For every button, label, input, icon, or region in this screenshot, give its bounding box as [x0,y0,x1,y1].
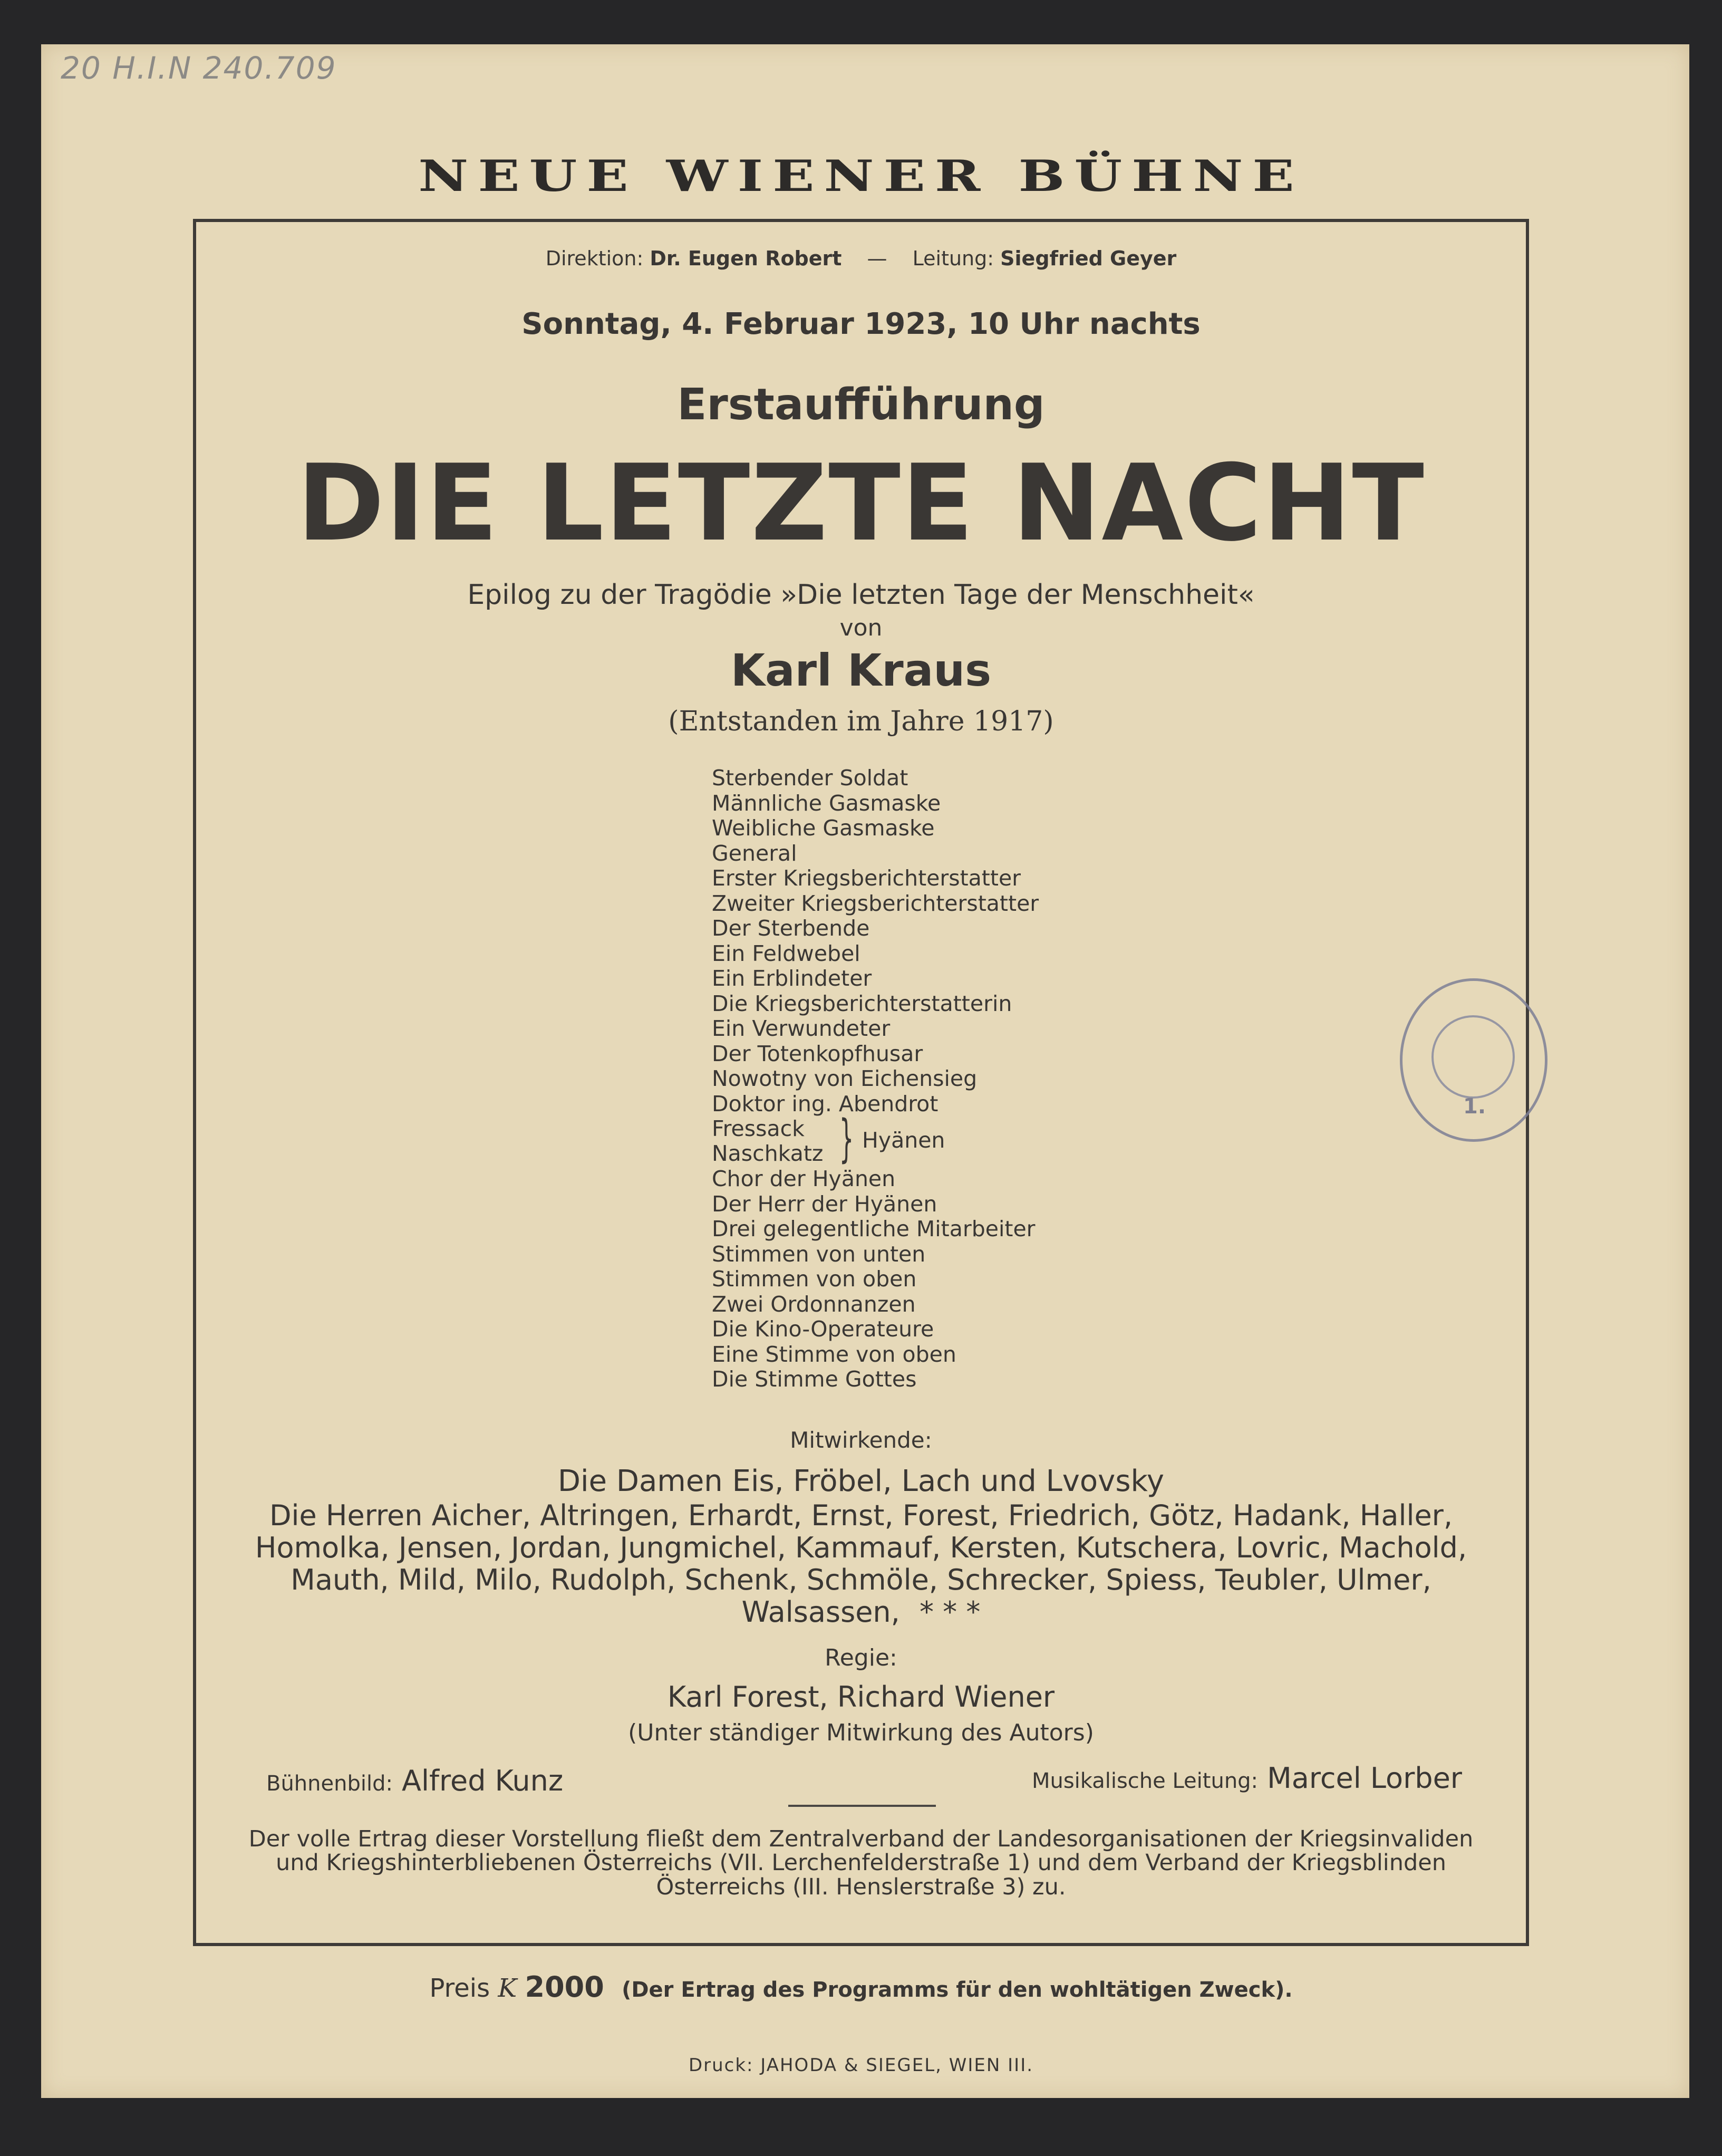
cast-item: Zweiter Kriegsberichterstatter [712,890,1039,916]
buehnenbild-credit [266,1764,563,1797]
cast-item: Der Totenkopfhusar [712,1041,923,1066]
herren-line-final [0,1595,1722,1629]
direktion-label: Direktion: [545,247,644,270]
asterisks: * * * [919,1595,981,1629]
play-title: DIE LETZTE NACHT [297,442,1425,565]
ertrag-line: und Kriegshinterbliebenen Österreichs (VII. Lerchenfelderstraße 1) und dem Verband der Kriegsblinden [275,1850,1447,1876]
musik-credit [1032,1762,1462,1795]
cast-item: General [712,840,797,866]
direction-line [0,247,1722,270]
damen-line: Die Damen Eis, Fröbel, Lach und Lvovsky [557,1464,1165,1498]
herren-line: Walsassen, [741,1595,900,1629]
buehnenbild-name: Alfred Kunz [402,1764,564,1797]
theater-name: NEUE WIENER BÜHNE [418,150,1304,201]
cast-item: Ein Feldwebel [712,940,860,966]
stamp-number: 1. [1463,1094,1486,1119]
hyaenen-group [712,1109,1039,1168]
cast-item: Sterbender Soldat [712,765,908,791]
cast-item: Zwei Ordonnanzen [712,1291,916,1317]
price-currency: K [498,1974,517,2003]
separator-dash: — [867,247,887,270]
cast-item: Nowotny von Eichensieg [712,1066,978,1091]
musik-label: Musikalische Leitung: [1031,1769,1259,1793]
cast-item: Stimmen von oben [712,1266,917,1292]
cast-item: Der Herr der Hyänen [712,1191,937,1217]
price-label: Preis [429,1974,490,2003]
herren-line: Die Herren Aicher, Altringen, Erhardt, Ernst, Forest, Friedrich, Götz, Hadank, Haller, [269,1499,1453,1532]
author-name: Karl Kraus [730,644,992,696]
cast-item: Die Kino-Operateure [712,1316,934,1342]
cast-item: Der Sterbende [712,916,870,941]
buehnenbild-label: Bühnenbild: [266,1772,393,1796]
herren-line: Homolka, Jensen, Jordan, Jungmichel, Kammauf, Kersten, Kutschera, Lovric, Machold, [255,1531,1467,1564]
cast-item: Chor der Hyänen [712,1166,896,1191]
cast-item: Stimmen von unten [712,1241,926,1267]
ertrag-line: Der volle Ertrag dieser Vorstellung fließt dem Zentralverband der Landesorganisationen der Kriegsinvaliden [248,1826,1474,1852]
cast-item: Die Stimme Gottes [712,1366,917,1392]
archive-signature: 20 H.I.N 240.709 [61,50,337,86]
divider-rule [788,1805,936,1807]
library-stamp [1400,978,1547,1142]
musik-name: Marcel Lorber [1267,1762,1462,1795]
play-subtitle: Epilog zu der Tragödie »Die letzten Tage der Menschheit« [467,579,1255,611]
occasion-heading: Erstaufführung [677,380,1045,430]
regie-label: Regie: [825,1644,897,1671]
cast-item: Naschkatz [712,1141,824,1166]
cast-item: Doktor ing. Abendrot [712,1091,939,1116]
herren-line: Mauth, Mild, Milo, Rudolph, Schenk, Schmöle, Schrecker, Spiess, Teubler, Ulmer, [291,1563,1431,1596]
leitung-name: Siegfried Geyer [1000,247,1177,270]
performance-date: Sonntag, 4. Februar 1923, 10 Uhr nachts [521,307,1201,341]
cast-item: Ein Verwundeter [712,1016,891,1041]
regie-names: Karl Forest, Richard Wiener [667,1680,1055,1714]
cast-item: Ein Erblindeter [712,966,872,991]
price-line [0,1970,1722,2004]
price-note: (Der Ertrag des Programms für den wohltätigen Zweck). [622,1978,1293,2002]
price-value: 2000 [525,1970,604,2004]
cast-item: Drei gelegentliche Mitarbeiter [712,1216,1036,1241]
cast-item: Die Kriegsberichterstatterin [712,990,1012,1016]
leitung-label: Leitung: [912,247,994,270]
cast-item: Eine Stimme von oben [712,1341,956,1367]
direktion-name: Dr. Eugen Robert [650,247,842,270]
cast-item: Erster Kriegsberichterstatter [712,865,1021,891]
mitwirkende-label: Mitwirkende: [790,1427,932,1453]
written-year: (Entstanden im Jahre 1917) [668,706,1054,737]
cast-item: Fressack [712,1116,805,1141]
cast-item: Männliche Gasmaske [712,790,941,816]
hyaenen-label: Hyänen [862,1128,945,1153]
eagle-emblem-icon [1431,1015,1515,1099]
cast-list [712,766,1039,1392]
von-word: von [839,614,883,641]
ertrag-line: Österreichs (III. Henslerstraße 3) zu. [656,1874,1066,1900]
brace-glyph: } [839,1109,854,1168]
cast-item: Weibliche Gasmaske [712,815,935,841]
regie-note: (Unter ständiger Mitwirkung des Autors) [628,1719,1094,1746]
printer-credit: Druck: JAHODA & SIEGEL, WIEN III. [688,2055,1034,2076]
